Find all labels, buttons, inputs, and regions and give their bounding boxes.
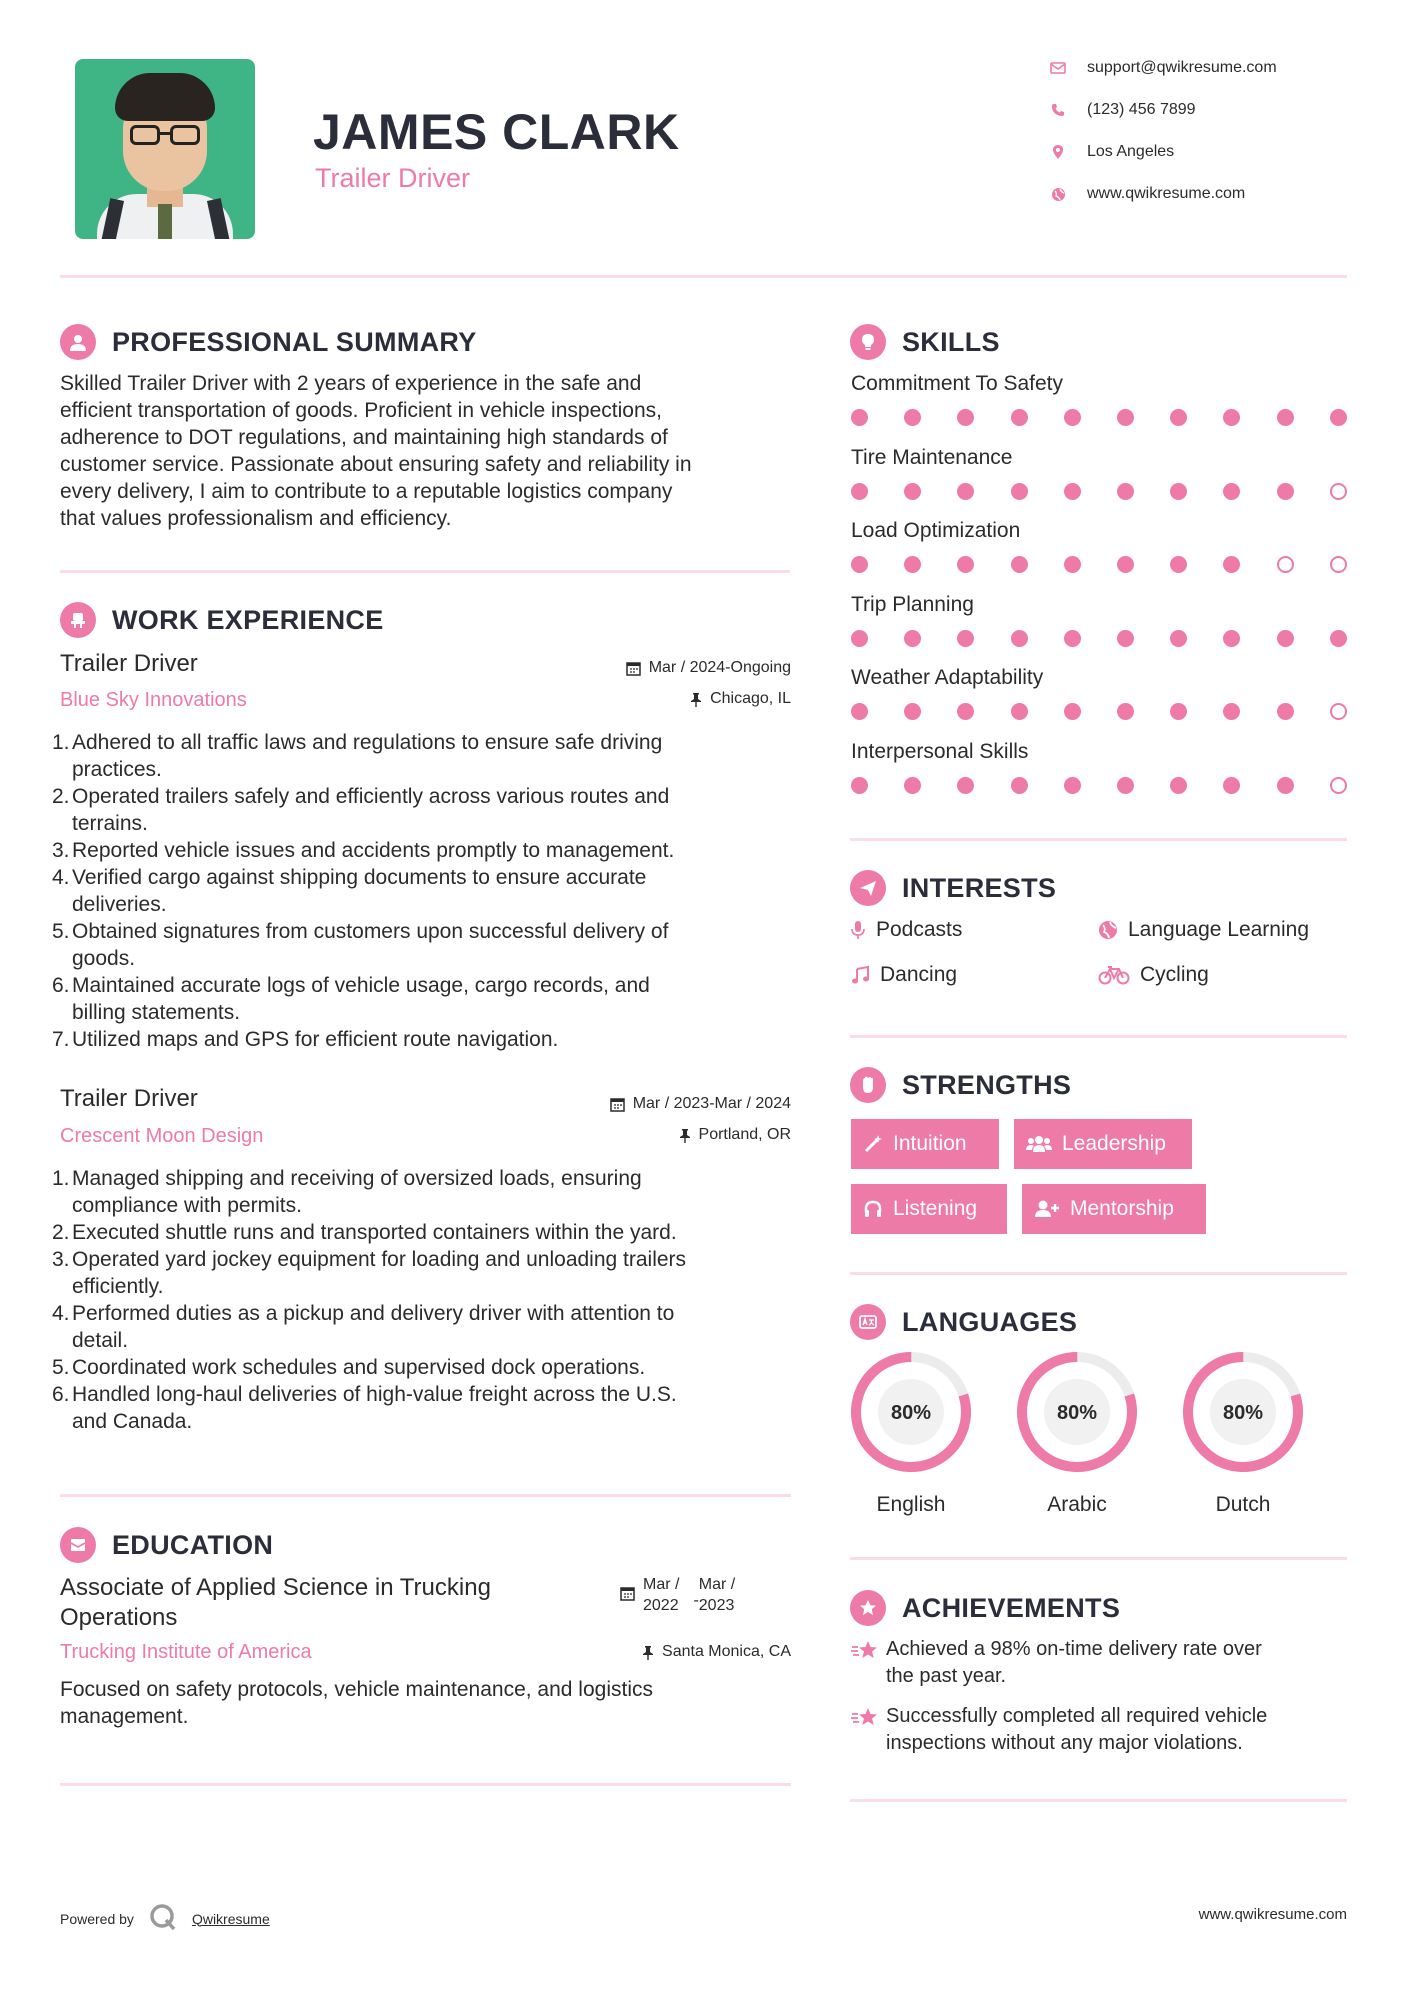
interests-divider [850, 1035, 1347, 1038]
language-name: Dutch [1215, 1493, 1271, 1516]
phone-icon [1050, 102, 1066, 118]
users-icon [1026, 1134, 1052, 1154]
language-item [850, 1351, 972, 1516]
list-item: 4. Performed duties as a pickup and delivery driver with attention to detail. [52, 1302, 675, 1352]
skill-name: Tire Maintenance [851, 445, 1013, 469]
skill-dot-filled [957, 630, 974, 647]
education-description: Focused on safety protocols, vehicle maintenance, and logistics management. [60, 1678, 653, 1728]
job-date: Mar / 2023-Mar / 2024 [610, 1095, 791, 1113]
achievement-item: Achieved a 98% on-time delivery rate over the past year. [850, 1636, 1347, 1690]
skill-dot-filled [1277, 409, 1294, 426]
user-plus-icon [1034, 1199, 1060, 1219]
lightbulb-icon [850, 324, 886, 360]
skill-dot-filled [851, 703, 868, 720]
skill-dot-filled [957, 777, 974, 794]
candidate-name: JAMES CLARK [313, 104, 680, 160]
footer-url[interactable]: www.qwikresume.com [1198, 1906, 1347, 1923]
language-ring [850, 1351, 972, 1473]
skill-dot-filled [851, 483, 868, 500]
summary-heading: PROFESSIONAL SUMMARY [60, 324, 477, 360]
interests-heading: INTERESTS [850, 870, 1056, 906]
fist-icon [850, 1067, 886, 1103]
calendar-icon [610, 1097, 625, 1112]
contact-location: Los Angeles [1050, 140, 1174, 164]
skill-dot-filled [1064, 777, 1081, 794]
skill-name: Load Optimization [851, 519, 1021, 542]
calendar-icon [626, 661, 641, 676]
briefcase-icon [60, 602, 96, 638]
interest-cycling: Cycling [1098, 963, 1209, 987]
skill-dot-filled [851, 630, 868, 647]
education-date: Mar / 2022 - Mar / 2023 [620, 1574, 735, 1616]
award-icon [850, 1590, 886, 1626]
graduation-icon [60, 1527, 96, 1563]
skill-dot-filled [1117, 630, 1134, 647]
experience-heading: WORK EXPERIENCE [60, 602, 384, 638]
microphone-icon [850, 920, 866, 940]
skill-dot-filled [851, 409, 868, 426]
magic-wand-icon [863, 1134, 883, 1154]
job-title: Trailer Driver [60, 1085, 198, 1112]
job-duties-list [54, 729, 794, 1053]
language-ring [1016, 1351, 1138, 1473]
skill-dot-filled [851, 777, 868, 794]
summary-text: Skilled Trailer Driver with 2 years of experience in the safe and efficient transportation of goods. Proficient in vehicle inspections, adherence to DOT regulations, and maintaining high standards of customer service. Passionate about ensuring safety and reliability in every delivery, I aim to contribute to a reputable logistics company that values professionalism and efficiency. [60, 372, 692, 530]
strengths-heading: STRENGTHS [850, 1067, 1071, 1103]
interest-language-learning: Language Learning [1098, 918, 1309, 942]
pushpin-icon [690, 692, 702, 707]
qwikresume-logo-icon [148, 1902, 178, 1935]
skill-dot-empty [1330, 777, 1347, 794]
list-item: 4. Verified cargo against shipping documents to ensure accurate deliveries. [52, 866, 647, 916]
skill-dot-filled [1011, 630, 1028, 647]
language-percent: 80% [1056, 1402, 1098, 1424]
skill-dot-filled [904, 556, 921, 573]
contact-phone[interactable]: (123) 456 7899 [1050, 98, 1196, 122]
email-icon [1050, 60, 1066, 76]
skill-dot-filled [1277, 777, 1294, 794]
job-location: Chicago, IL [690, 690, 791, 708]
achievement-item: Successfully completed all required vehicle inspections without any major violations. [850, 1703, 1347, 1757]
list-item: 7. Utilized maps and GPS for efficient route navigation. [52, 1028, 559, 1051]
list-item: 1. Adhered to all traffic laws and regulations to ensure safe driving practices. [52, 731, 663, 781]
skill-dot-filled [1223, 483, 1240, 500]
list-item: 6. Maintained accurate logs of vehicle usage, cargo records, and billing statements. [52, 974, 650, 1024]
skill-dot-empty [1330, 483, 1347, 500]
education-heading: EDUCATION [60, 1527, 273, 1563]
strengths-divider [850, 1272, 1347, 1275]
strength-tag-listening: Listening [851, 1184, 1007, 1234]
job-location: Portland, OR [679, 1126, 791, 1144]
skill-dot-filled [851, 556, 868, 573]
list-item: 2. Executed shuttle runs and transported containers within the yard. [52, 1221, 677, 1244]
achievements-divider [850, 1799, 1347, 1802]
language-percent: 80% [1222, 1402, 1264, 1424]
paper-plane-icon [850, 870, 886, 906]
star-badge-icon [850, 1703, 886, 1757]
job-duties-list [54, 1165, 794, 1435]
skill-dot-filled [1064, 556, 1081, 573]
calendar-icon [620, 1586, 635, 1601]
degree-title: Associate of Applied Science in Trucking Operations [60, 1574, 491, 1631]
skill-dot-filled [1011, 409, 1028, 426]
interest-dancing: Dancing [850, 963, 957, 987]
company-name: Crescent Moon Design [60, 1125, 264, 1147]
skill-name: Commitment To Safety [851, 372, 1064, 395]
language-item [1182, 1351, 1304, 1516]
language-item [1016, 1351, 1138, 1516]
summary-divider [60, 570, 790, 573]
company-name: Blue Sky Innovations [60, 689, 247, 711]
skill-name: Weather Adaptability [851, 666, 1044, 689]
skill-dot-filled [1223, 777, 1240, 794]
skill-dot-filled [957, 703, 974, 720]
language-name: English [876, 1493, 946, 1516]
list-item: 3. Reported vehicle issues and accidents promptly to management. [52, 839, 675, 862]
skill-dot-filled [1170, 630, 1187, 647]
achievements-heading: ACHIEVEMENTS [850, 1590, 1120, 1626]
interest-podcasts: Podcasts [850, 918, 962, 942]
pushpin-icon [642, 1645, 654, 1660]
skill-dot-filled [1064, 483, 1081, 500]
education-location: Santa Monica, CA [642, 1643, 791, 1661]
skill-dot-filled [957, 483, 974, 500]
skill-dot-filled [1064, 630, 1081, 647]
skill-dot-filled [1117, 777, 1134, 794]
contact-email[interactable]: support@qwikresume.com [1050, 56, 1277, 80]
footer-powered-by: Powered by Qwikresume [60, 1902, 270, 1935]
strength-tag-mentorship: Mentorship [1022, 1184, 1206, 1234]
strength-tag-intuition: Intuition [851, 1119, 999, 1169]
skill-dot-filled [1170, 703, 1187, 720]
languages-divider [850, 1557, 1347, 1560]
job-title: Trailer Driver [60, 650, 198, 677]
candidate-title: Trailer Driver [315, 163, 470, 193]
skill-dot-filled [1330, 409, 1347, 426]
skill-dot-filled [1170, 409, 1187, 426]
skill-dot-filled [1117, 703, 1134, 720]
list-item: 3. Operated yard jockey equipment for loading and unloading trailers efficiently. [52, 1248, 687, 1298]
skill-dot-filled [1170, 483, 1187, 500]
skill-dot-filled [1223, 703, 1240, 720]
strength-tag-leadership: Leadership [1014, 1119, 1192, 1169]
skill-dot-filled [1277, 630, 1294, 647]
list-item: 6. Handled long-haul deliveries of high-value freight across the U.S. and Canada. [52, 1383, 677, 1433]
contact-website[interactable]: www.qwikresume.com [1050, 182, 1245, 206]
list-item: 1. Managed shipping and receiving of oversized loads, ensuring compliance with permits. [52, 1167, 642, 1217]
skills-heading: SKILLS [850, 324, 1000, 360]
skill-dot-filled [1117, 556, 1134, 573]
languages-heading: LANGUAGES [850, 1304, 1077, 1340]
skill-name: Interpersonal Skills [851, 739, 1029, 763]
pushpin-icon [679, 1128, 691, 1143]
skill-dot-empty [1277, 556, 1294, 573]
skill-dot-filled [1011, 703, 1028, 720]
experience-divider [60, 1494, 791, 1497]
location-pin-icon [1050, 144, 1066, 160]
header-divider [60, 275, 1347, 278]
skill-dot-filled [904, 409, 921, 426]
skill-dot-empty [1330, 556, 1347, 573]
skill-dot-filled [1223, 409, 1240, 426]
skill-dot-filled [1011, 777, 1028, 794]
language-name: Arabic [1047, 1493, 1107, 1516]
headphones-icon [863, 1199, 883, 1219]
globe-icon [1050, 186, 1066, 202]
skill-dot-filled [1064, 409, 1081, 426]
skill-dot-filled [1330, 630, 1347, 647]
profile-photo [75, 59, 255, 239]
skill-dot-filled [1011, 556, 1028, 573]
skill-dot-empty [1330, 703, 1347, 720]
list-item: 2. Operated trailers safely and efficiently across various routes and terrains. [52, 785, 670, 835]
music-note-icon [850, 965, 870, 985]
skill-dot-filled [1117, 483, 1134, 500]
education-divider [60, 1783, 791, 1786]
star-badge-icon [850, 1636, 886, 1690]
translate-icon [850, 1304, 886, 1340]
skill-dot-filled [1170, 556, 1187, 573]
language-ring [1182, 1351, 1304, 1473]
skill-dot-filled [957, 556, 974, 573]
language-percent: 80% [890, 1402, 932, 1424]
skill-dot-filled [1277, 483, 1294, 500]
school-name: Trucking Institute of America [60, 1641, 312, 1663]
user-icon [60, 324, 96, 360]
skill-dot-filled [1223, 630, 1240, 647]
skill-dot-filled [904, 630, 921, 647]
skill-dot-filled [904, 483, 921, 500]
skill-dot-filled [957, 409, 974, 426]
skill-dot-filled [1117, 409, 1134, 426]
list-item: 5. Obtained signatures from customers upon successful delivery of goods. [52, 920, 669, 970]
skills-divider [850, 838, 1347, 841]
job-date: Mar / 2024-Ongoing [626, 659, 791, 677]
skill-dot-filled [1277, 703, 1294, 720]
skill-dot-filled [1011, 483, 1028, 500]
bicycle-icon [1098, 965, 1130, 985]
list-item: 5. Coordinated work schedules and supervised dock operations. [52, 1356, 646, 1379]
skill-dot-filled [1223, 556, 1240, 573]
skill-name: Trip Planning [851, 592, 974, 616]
skill-dot-filled [1170, 777, 1187, 794]
globe-icon [1098, 920, 1118, 940]
skill-dot-filled [904, 777, 921, 794]
skill-dot-filled [1064, 703, 1081, 720]
qwikresume-link[interactable]: Qwikresume [191, 1910, 270, 1927]
skill-dot-filled [904, 703, 921, 720]
